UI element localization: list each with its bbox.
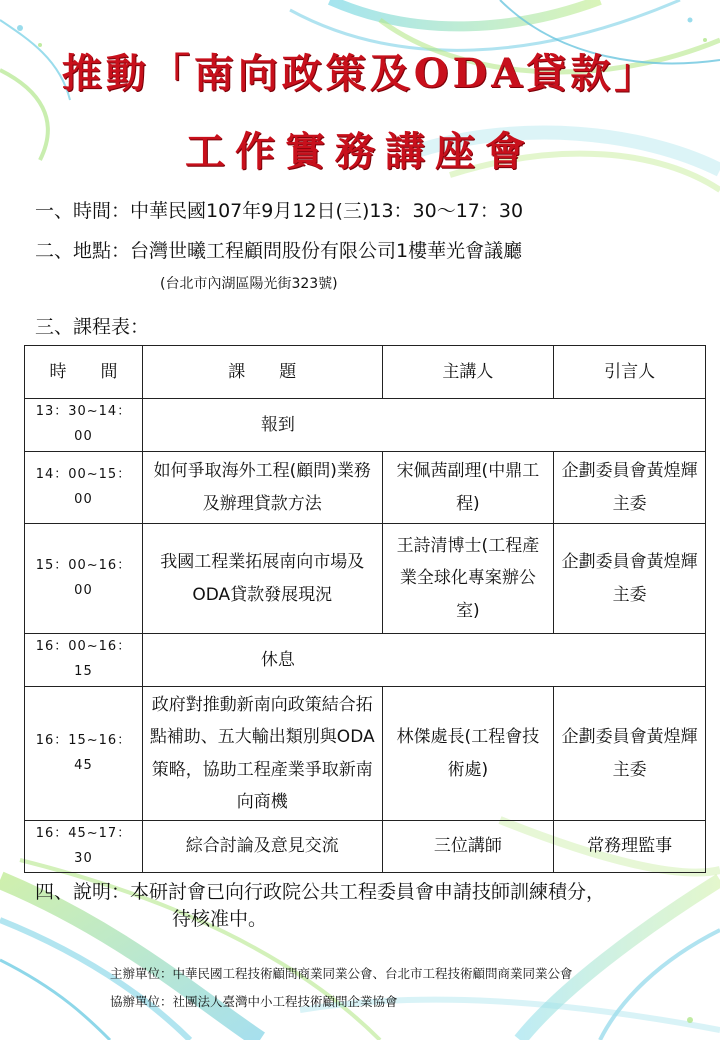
event-time: 一、時間：中華民國107年9月12日(三)13：30～17：30 <box>35 200 524 222</box>
event-title-line1: 推動「南向政策及ODA貸款」 <box>61 50 659 97</box>
row-time: 16：00~16：15 <box>25 634 143 687</box>
header-host: 引言人 <box>554 346 706 399</box>
main-organizer: 主辦單位：中華民國工程技術顧問商業同業公會、台北市工程技術顧問商業同業公會 <box>110 966 573 981</box>
row-topic: 政府對推動新南向政策結合拓點補助、五大輸出類別與ODA策略，協助工程產業爭取新南向商機 <box>142 687 382 821</box>
row-host: 企劃委員會黃煌輝主委 <box>554 452 706 524</box>
row-topic: 我國工程業拓展南向市場及ODA貸款發展現況 <box>142 524 382 634</box>
table-row <box>25 821 706 873</box>
schedule-table <box>24 345 706 873</box>
header-speaker: 主講人 <box>382 346 554 399</box>
note-line2: 待核准中。 <box>172 908 268 930</box>
row-speaker: 王詩清博士(工程產業全球化專案辦公室) <box>382 524 554 634</box>
row-time: 16：45~17：30 <box>25 821 143 873</box>
schedule-label: 三、課程表： <box>35 316 150 338</box>
note-line1: 四、說明：本研討會已向行政院公共工程委員會申請技師訓練積分， <box>35 881 606 903</box>
row-host: 常務理監事 <box>554 821 706 873</box>
row-speaker: 林傑處長(工程會技術處) <box>382 687 554 821</box>
table-row <box>25 452 706 524</box>
row-time: 13：30~14：00 <box>25 399 143 452</box>
row-host: 企劃委員會黃煌輝主委 <box>554 524 706 634</box>
row-time: 14：00~15：00 <box>25 452 143 524</box>
table-row <box>25 399 706 452</box>
row-host: 企劃委員會黃煌輝主委 <box>554 687 706 821</box>
event-address: (台北市內湖區陽光街323號) <box>160 276 338 292</box>
table-row <box>25 634 706 687</box>
table-row <box>25 524 706 634</box>
table-row <box>25 687 706 821</box>
row-topic: 如何爭取海外工程(顧問)業務及辦理貸款方法 <box>142 452 382 524</box>
event-title-line2: 工作實務講座會 <box>185 128 535 175</box>
row-topic: 報到 <box>142 399 705 452</box>
header-topic: 課 題 <box>142 346 382 399</box>
event-place: 二、地點：台灣世曦工程顧問股份有限公司1樓華光會議廳 <box>35 240 523 262</box>
row-time: 15：00~16：00 <box>25 524 143 634</box>
row-speaker: 三位講師 <box>382 821 554 873</box>
co-organizer: 協辦單位：社團法人臺灣中小工程技術顧問企業協會 <box>110 994 398 1009</box>
row-time: 16：15~16：45 <box>25 687 143 821</box>
row-topic: 休息 <box>142 634 705 687</box>
row-topic: 綜合討論及意見交流 <box>142 821 382 873</box>
table-header-row <box>25 346 706 399</box>
row-speaker: 宋佩茜副理(中鼎工程) <box>382 452 554 524</box>
header-time: 時 間 <box>25 346 143 399</box>
